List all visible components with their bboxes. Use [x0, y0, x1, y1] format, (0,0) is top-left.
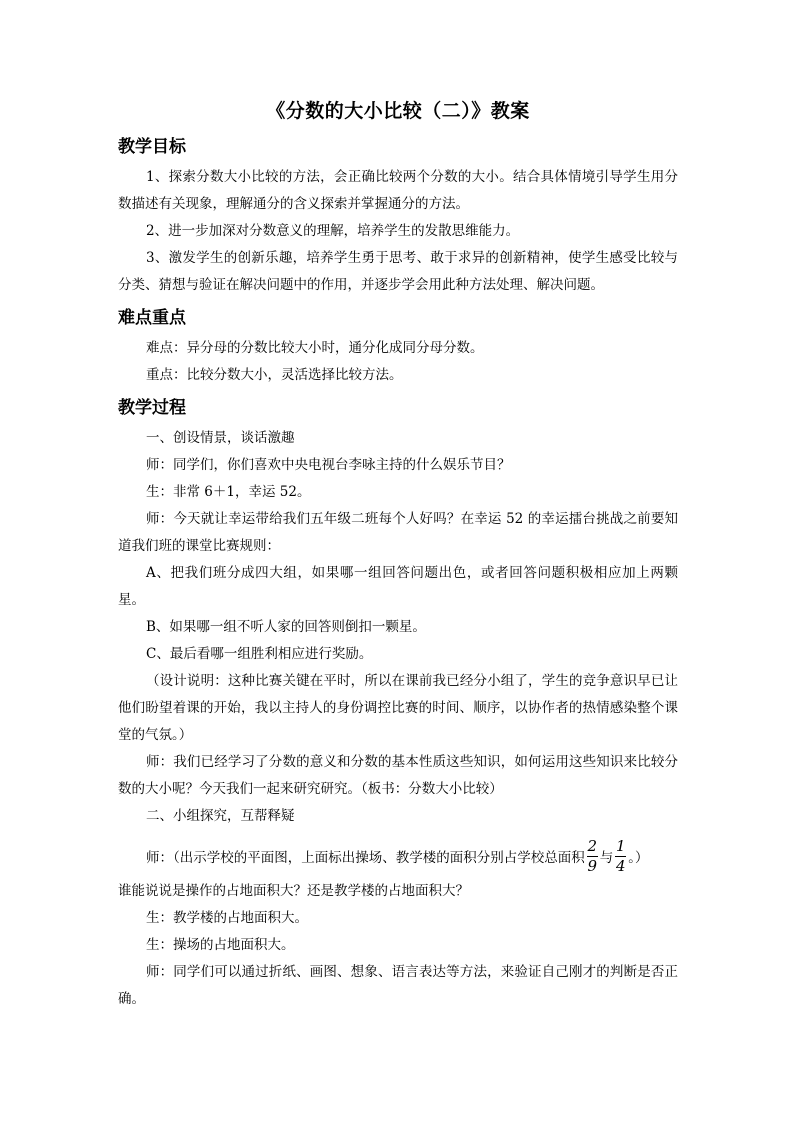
- paragraph: 2、进一步加深对分数意义的理解，培养学生的发散思维能力。: [146, 223, 520, 239]
- paragraph: C、最后看哪一组胜利相应进行奖励。: [146, 646, 373, 662]
- paragraph: 谁能说说是操作的占地面积大？还是教学楼的占地面积大？: [118, 883, 469, 899]
- fraction-one-quarter: [615, 838, 626, 875]
- paragraph: B、如果哪一组不听人家的回答则倒扣一颗星。: [146, 619, 426, 635]
- paragraph: （设计说明：这种比赛关键在平时，所以在课前我已经分小组了，学生的竞争意识早已让他们盼望着课的开始，我以主持人的身份调控比赛的时间、顺序，以协作者的热情感染整个课堂的气氛。）: [118, 673, 678, 743]
- paragraph: 师：同学们，你们喜欢中央电视台李咏主持的什么娱乐节目？: [146, 457, 511, 473]
- fraction-denominator: 4: [615, 856, 626, 875]
- fraction-paragraph-prefix: 师：（出示学校的平面图，上面标出操场、教学楼的面积分别占学校总面积: [146, 850, 585, 866]
- fraction-two-ninths: [587, 838, 598, 875]
- paragraph: A、把我们班分成四大组，如果哪一组回答问题出色，或者回答问题积极相应加上两颗星。: [118, 565, 678, 608]
- fraction-numerator: 1: [615, 836, 626, 855]
- paragraph: 生：教学楼的占地面积大。: [146, 910, 308, 926]
- fraction-paragraph: [118, 834, 678, 878]
- section-heading-goals: 教学目标: [118, 137, 186, 157]
- paragraph: 重点：比较分数大小，灵活选择比较方法。: [146, 367, 403, 383]
- document-content: [118, 96, 678, 1013]
- fraction-paragraph-suffix: 。）: [628, 850, 649, 866]
- section-heading-keypoints: 难点重点: [118, 308, 186, 328]
- paragraph: 生：操场的占地面积大。: [146, 937, 295, 953]
- paragraph: 二、小组探究，互帮释疑: [146, 808, 295, 824]
- document-title: 《分数的大小比较（二）》教案: [266, 100, 530, 122]
- fraction-connector: 与: [599, 850, 614, 866]
- paragraph: 1、探索分数大小比较的方法，会正确比较两个分数的大小。结合具体情境引导学生用分数描述有关现象，理解通分的含义探索并掌握通分的方法。: [118, 169, 678, 212]
- section-heading-process: 教学过程: [118, 398, 186, 418]
- paragraph: 生：非常 6＋1，幸运 52。: [146, 484, 311, 500]
- paragraph: 师：今天就让幸运带给我们五年级二班每个人好吗？在幸运 52 的幸运擂台挑战之前要知道我们班的课堂比赛规则：: [118, 511, 678, 554]
- paragraph: 3、激发学生的创新乐趣，培养学生勇于思考、敢于求异的创新精神，使学生感受比较与分类、猜想与验证在解决问题中的作用，并逐步学会用此种方法处理、解决问题。: [118, 250, 678, 293]
- paragraph: 师：我们已经学习了分数的意义和分数的基本性质这些知识，如何运用这些知识来比较分数的大小呢？今天我们一起来研究研究。（板书：分数大小比较）: [118, 754, 678, 797]
- paragraph: 难点：异分母的分数比较大小时，通分化成同分母分数。: [146, 340, 484, 356]
- paragraph: 师：同学们可以通过折纸、画图、想象、语言表达等方法，来验证自己刚才的判断是否正确。: [118, 964, 678, 1007]
- fraction-numerator: 2: [587, 836, 598, 855]
- fraction-denominator: 9: [587, 856, 598, 875]
- paragraph: 一、创设情景，谈话激趣: [146, 430, 295, 446]
